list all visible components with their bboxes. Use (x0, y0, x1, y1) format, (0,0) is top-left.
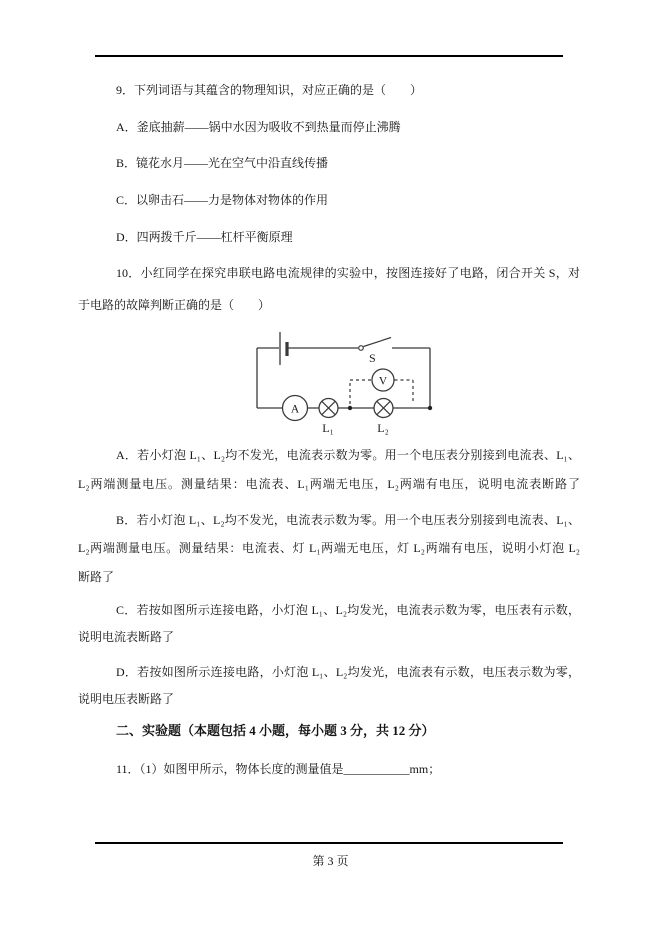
question-10-option-a-line1: A．若小灯泡 L₁、L₂均不发光，电流表示数为零。用一个电压表分别接到电流表、L₁、 (116, 448, 580, 462)
question-10-stem-line2: 于电路的故障判断正确的是（ ） (78, 298, 271, 312)
junction-dot-right (428, 406, 432, 410)
section-2-heading: 二、实验题（本题包括 4 小题，每小题 3 分，共 12 分） (116, 723, 435, 738)
switch-label: S (369, 351, 376, 365)
question-9-option-d: D．四两拨千斤——杠杆平衡原理 (116, 230, 293, 244)
question-9-option-c: C．以卵击石——力是物体对物体的作用 (116, 193, 329, 207)
switch-symbol (359, 338, 391, 351)
question-10-option-b-line2: L₂两端测量电压。测量结果：电流表、灯 L₁两端无电压，灯 L₂两端有电压，说明小灯泡 L₂ (78, 541, 580, 555)
question-9-stem: 9．下列词语与其蕴含的物理知识，对应正确的是（ ） (116, 83, 423, 97)
question-9-option-b: B．镜花水月——光在空气中沿直线传播 (116, 156, 329, 170)
ammeter-symbol (283, 396, 308, 421)
question-10-option-a-line2: L₂两端测量电压。测量结果：电流表、L₁两端无电压，L₂两端有电压，说明电流表断路了 (78, 477, 580, 491)
battery-symbol (280, 332, 287, 365)
lamp1-symbol (319, 399, 338, 418)
voltmeter-symbol (372, 369, 394, 391)
question-10-option-b-line3: 断路了 (78, 570, 115, 584)
question-9-option-a: A．釜底抽薪——锅中水因为吸收不到热量而停止沸腾 (116, 120, 401, 134)
junction-dot-left (348, 406, 352, 410)
ammeter-label: A (290, 403, 300, 416)
circuit-wires (257, 348, 430, 408)
lamp1-label: L₁ (322, 421, 334, 435)
question-10-option-b-line1: B．若小灯泡 L₁、L₂均不发光，电流表示数为零。用一个电压表分别接到电流表、L₁、 (116, 513, 580, 527)
page-number: 第 3 页 (312, 854, 349, 868)
top-rule (95, 55, 563, 57)
question-10-option-d-line1: D．若按如图所示连接电路，小灯泡 L₁、L₂均发光，电流表有示数，电压表示数为零， (116, 665, 580, 679)
question-10-option-c-line2: 说明电流表断路了 (78, 630, 175, 644)
bottom-rule (95, 842, 563, 844)
circuit-diagram (240, 320, 440, 438)
question-11-text: 11．（1）如图甲所示，物体长度的测量值是___________mm； (116, 762, 441, 776)
question-10-stem-line1: 10．小红同学在探究串联电路电流规律的实验中，按图连接好了电路，闭合开关 S，对 (116, 266, 580, 280)
lamp2-label: L₂ (377, 421, 389, 435)
lamp2-symbol (374, 399, 393, 418)
question-10-option-c-line1: C．若按如图所示连接电路，小灯泡 L₁、L₂均发光，电流表示数为零，电压表有示数， (116, 603, 580, 617)
question-10-option-d-line2: 说明电压表断路了 (78, 692, 175, 706)
voltmeter-label: V (378, 375, 388, 388)
